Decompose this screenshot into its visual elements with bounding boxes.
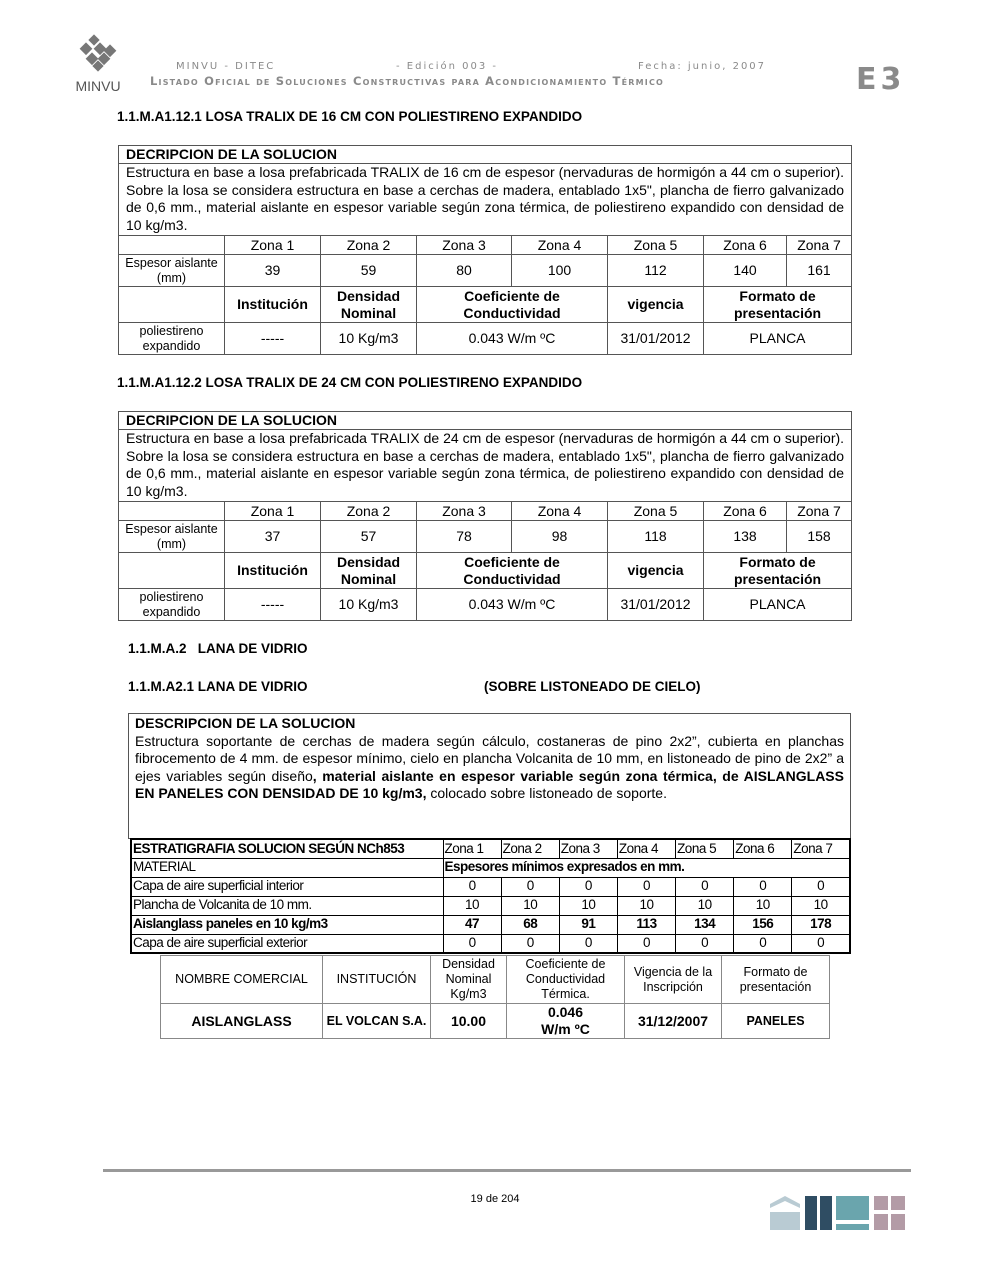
prop-header: Densidad Nominal Kg/m3 [431, 956, 507, 1004]
thickness-value: 140 [704, 255, 787, 287]
densidad-value: 10.00 [431, 1004, 507, 1039]
zone-header: Zona 7 [792, 839, 850, 858]
strat-value: 10 [501, 896, 559, 915]
footer-divider [103, 1169, 911, 1172]
thickness-value: 158 [787, 521, 852, 553]
formato-value: PANELES [722, 1004, 830, 1039]
desc-text: Estructura soportante de cerchas de madera según cálculo, costaneras de pino 2x2”, cubierta en planchas fibrocemento de 4 mm. de espesor mínimo, cielo en plancha Volcanita de 10 mm, en listoneado de pino de 2x2” a ejes variables según diseño [135, 732, 844, 784]
desc-text-bold: , material aislante en espesor variable según zona térmica, de AISLANGLASS EN PANELES CON DENSIDAD DE 10 kg/m3, [135, 767, 844, 801]
desc-text: Estructura en base a losa prefabricada TRALIX de 16 cm de espesor (nervaduras de hormigón a 44 cm o superior). Sobre la losa se considera estructura en base a cerchas de madera, entablado 1x5", plancha de fierro galvanizado de 0,6 mm., material aislante en espesor variable según zona térmica, de poliestireno expandido con densidad de 10 kg/m3. [119, 164, 852, 236]
solution-table-2 [118, 411, 852, 621]
zone-header: Zona 5 [676, 839, 734, 858]
strat-value: 0 [559, 877, 617, 896]
prop-header: Formato de presentación [704, 553, 852, 589]
zone-header: Zona 4 [512, 236, 608, 255]
institucion-value: ----- [225, 323, 321, 355]
strat-value: 156 [734, 915, 792, 934]
section-title-2: 1.1.M.A1.12.2 LOSA TRALIX DE 24 CM CON POLIESTIRENO EXPANDIDO [117, 375, 583, 390]
coef-value: 0.043 W/m ºC [417, 323, 608, 355]
strat-material: Aislanglass paneles en 10 kg/m3 [131, 915, 443, 934]
zone-header: Zona 3 [417, 236, 512, 255]
strat-value: 47 [443, 915, 501, 934]
minvu-logo [70, 34, 126, 94]
prop-header: Formato de presentación [704, 287, 852, 323]
footer-logo-icon [770, 1196, 908, 1230]
thickness-value: 80 [417, 255, 512, 287]
thickness-value: 161 [787, 255, 852, 287]
material-label: MATERIAL [131, 858, 443, 877]
strat-value: 68 [501, 915, 559, 934]
header-org: MINVU - DITEC [176, 61, 276, 72]
coef-value: 0.043 W/m ºC [417, 589, 608, 621]
vigencia-value: 31/12/2007 [625, 1004, 722, 1039]
formato-value: PLANCA [704, 323, 852, 355]
section-title-3: 1.1.M.A.2 LANA DE VIDRIO [128, 641, 308, 656]
solution-table-1 [118, 145, 852, 355]
strat-value: 0 [559, 934, 617, 953]
zone-header: Zona 2 [321, 502, 417, 521]
page-number: 19 de 204 [470, 1193, 520, 1205]
zone-header: Zona 4 [617, 839, 675, 858]
zone-header: Zona 5 [608, 236, 704, 255]
institucion-value: ----- [225, 589, 321, 621]
strat-value: 113 [617, 915, 675, 934]
description-box [128, 713, 851, 839]
formato-value: PLANCA [704, 589, 852, 621]
zone-header: Zona 7 [787, 236, 852, 255]
desc-title: DECRIPCION DE LA SOLUCION [119, 146, 852, 164]
prop-header: Institución [225, 287, 321, 323]
prop-header: Formato de presentación [722, 956, 830, 1004]
desc-text-end: colocado sobre listoneado de soporte. [426, 785, 667, 801]
strat-value: 10 [559, 896, 617, 915]
zone-header: Zona 6 [704, 502, 787, 521]
strat-value: 0 [676, 877, 734, 896]
thickness-value: 112 [608, 255, 704, 287]
strat-material: Capa de aire superficial interior [131, 877, 443, 896]
strat-row [131, 896, 850, 915]
thickness-value: 118 [608, 521, 704, 553]
strat-value: 10 [734, 896, 792, 915]
vigencia-value: 31/01/2012 [608, 323, 704, 355]
prop-header: INSTITUCIÓN [323, 956, 431, 1004]
strat-header: ESTRATIGRAFIA SOLUCION SEGÚN NCh853 [131, 839, 443, 858]
strat-row [131, 877, 850, 896]
strat-value: 0 [617, 877, 675, 896]
zone-header: Zona 1 [443, 839, 501, 858]
section-title-1: 1.1.M.A1.12.1 LOSA TRALIX DE 16 CM CON POLIESTIRENO EXPANDIDO [117, 109, 583, 124]
strat-value: 0 [617, 934, 675, 953]
thickness-value: 59 [321, 255, 417, 287]
strat-value: 178 [792, 915, 850, 934]
desc-title: DESCRIPCION DE LA SOLUCION [135, 715, 356, 731]
thickness-value: 39 [225, 255, 321, 287]
strat-material: Capa de aire superficial exterior [131, 934, 443, 953]
coef-value: 0.046 W/m ºC [507, 1004, 625, 1039]
header-edition: - Edición 003 - [396, 61, 499, 72]
zone-header: Zona 5 [608, 502, 704, 521]
strat-value: 10 [617, 896, 675, 915]
subsection-title: 1.1.M.A2.1 LANA DE VIDRIO [128, 679, 308, 694]
zone-header: Zona 4 [512, 502, 608, 521]
strat-value: 0 [676, 934, 734, 953]
prop-header: NOMBRE COMERCIAL [161, 956, 323, 1004]
strat-material: Plancha de Volcanita de 10 mm. [131, 896, 443, 915]
thickness-value: 100 [512, 255, 608, 287]
zone-header: Zona 3 [417, 502, 512, 521]
thickness-value: 78 [417, 521, 512, 553]
vigencia-value: 31/01/2012 [608, 589, 704, 621]
prop-header: Coeficiente de Conductividad [417, 287, 608, 323]
logo-text: MINVU [75, 78, 121, 94]
header-title: Listado Oficial de Soluciones Constructivas para Acondicionamiento Térmico [150, 74, 665, 88]
strat-value: 0 [501, 934, 559, 953]
thickness-value: 138 [704, 521, 787, 553]
commercial-props-table [160, 955, 830, 1039]
strat-value: 0 [501, 877, 559, 896]
prop-header: vigencia [608, 553, 704, 589]
row-label: Espesor aislante (mm) [119, 521, 225, 553]
strat-value: 0 [792, 934, 850, 953]
prop-header: Densidad Nominal [321, 287, 417, 323]
material-name: poliestireno expandido [119, 323, 225, 355]
strat-value: 10 [792, 896, 850, 915]
desc-title: DECRIPCION DE LA SOLUCION [119, 412, 852, 430]
zone-header: Zona 6 [734, 839, 792, 858]
strat-value: 0 [734, 877, 792, 896]
section-code: E3 [856, 62, 906, 97]
stratigraphy-table [130, 838, 851, 954]
header-date: Fecha: junio, 2007 [638, 61, 767, 72]
strat-value: 10 [676, 896, 734, 915]
strat-value: 0 [443, 934, 501, 953]
strat-value: 0 [792, 877, 850, 896]
zone-header: Zona 2 [321, 236, 417, 255]
prop-header: Vigencia de la Inscripción [625, 956, 722, 1004]
prop-header: Institución [225, 553, 321, 589]
strat-value: 0 [443, 877, 501, 896]
desc-text: Estructura en base a losa prefabricada TRALIX de 24 cm de espesor (nervaduras de hormigón a 44 cm o superior). Sobre la losa se considera estructura en base a cerchas de madera, entablado 1x5", plancha de fierro galvanizado de 0,6 mm., material aislante en espesor variable según zona térmica, de poliestireno expandido con densidad de 10 kg/m3. [119, 430, 852, 502]
zone-header: Zona 2 [501, 839, 559, 858]
zone-header: Zona 6 [704, 236, 787, 255]
thickness-value: 57 [321, 521, 417, 553]
material-name: poliestireno expandido [119, 589, 225, 621]
zone-header: Zona 3 [559, 839, 617, 858]
zone-header: Zona 7 [787, 502, 852, 521]
logo-emblem-icon [76, 34, 120, 74]
thickness-value: 37 [225, 521, 321, 553]
densidad-value: 10 Kg/m3 [321, 323, 417, 355]
strat-value: 91 [559, 915, 617, 934]
zone-header: Zona 1 [225, 236, 321, 255]
prop-header: Coeficiente de Conductividad [417, 553, 608, 589]
prop-header: Coeficiente de Conductividad Térmica. [507, 956, 625, 1004]
strat-value: 10 [443, 896, 501, 915]
strat-row [131, 934, 850, 953]
strat-value: 134 [676, 915, 734, 934]
prop-header: vigencia [608, 287, 704, 323]
thickness-value: 98 [512, 521, 608, 553]
prop-header: Densidad Nominal [321, 553, 417, 589]
commercial-name: AISLANGLASS [161, 1004, 323, 1039]
zone-header: Zona 1 [225, 502, 321, 521]
strat-value: 0 [734, 934, 792, 953]
row-label: Espesor aislante (mm) [119, 255, 225, 287]
subsection-note: (SOBRE LISTONEADO DE CIELO) [484, 679, 701, 694]
espesores-label: Espesores mínimos expresados en mm. [443, 858, 850, 877]
institucion-value: EL VOLCAN S.A. [323, 1004, 431, 1039]
densidad-value: 10 Kg/m3 [321, 589, 417, 621]
strat-row [131, 915, 850, 934]
